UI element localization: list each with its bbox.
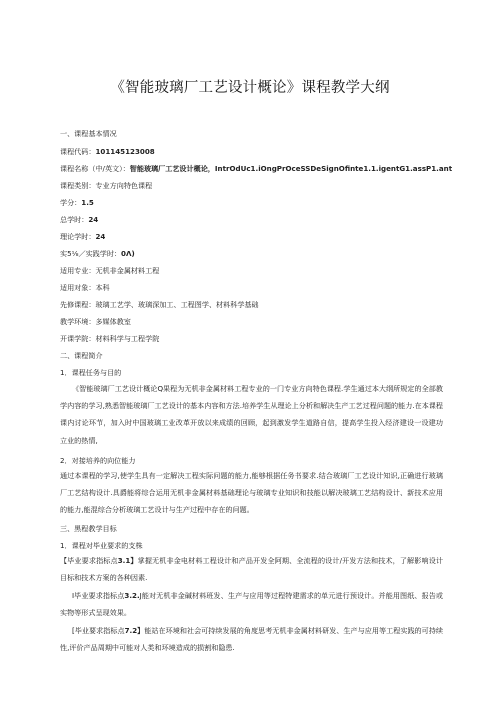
section2-sub1: 1．课程任务与目的: [60, 368, 122, 377]
section1-heading: 一、课程基本情况: [60, 129, 117, 138]
offering-college: 开课学院：材料科学与工程学院: [60, 334, 160, 343]
credits-value: 1.5: [81, 198, 94, 207]
course-category: 课程类别：专业方向特色课程: [60, 181, 153, 190]
req1-number: 3.1】: [117, 556, 138, 565]
theory-hours-value: 24: [95, 232, 106, 241]
req2-text: J能对无机非金碱材料班发、生产与应用等过程特建需求的单元进行预设计。并能用图纸、报告或实物等形式呈现效果。: [60, 591, 444, 618]
course-code-label: 课程代码：: [60, 147, 96, 156]
total-hours-label: 总学时：: [60, 215, 89, 224]
practice-hours-value: 0Λ): [121, 249, 135, 258]
applicable-audience: 适用对象：本科: [60, 283, 110, 292]
graduation-requirement-1: [60, 552, 443, 586]
credits-label: 学分：: [60, 198, 82, 207]
req2-prefix: I毕业要求指标点: [72, 591, 125, 600]
req3-text: 能站在环境和社会可持续发展的角度思考无机非金属材料研发、生产与应用等工程实践的可持续性,评价产品周期中可能对人类和环境造成的损割和隐患.: [60, 626, 443, 653]
req3-number: 7.2】: [124, 626, 145, 635]
total-hours-line: [60, 215, 98, 224]
ability-paragraph: 通过本课程的学习,使学生具有一定解决工程实际问题的能力,能够根据任务书要求.结合玻璃厂工艺设计知识,正确进行玻璃厂工艺结构设计.具爵能将综合运用无机非金属材料基础理论与玻璃专业知识和技能以解决玻璃工艺结构设计、新技术应用的能力,能混综合分析玻璃工艺设计与生产过程中存在的问题。: [60, 471, 443, 515]
course-name-line: [60, 164, 452, 173]
prerequisite-courses: 先修课程：玻璃工艺学、玻璃深加工、工程图学、材料科学基础: [60, 300, 259, 309]
course-code-line: [60, 147, 155, 156]
section2-sub2: 2．对接培养的向位能力: [60, 456, 136, 465]
section2-heading: 二、课程简介: [60, 351, 103, 360]
req1-text: 掌握无机非金电材料工程设计和产品开发全阿期、全流程的设计/开发方法和技术，了解影响设计目标和技术方案的各种因素.: [60, 556, 443, 583]
document-title: 《智能玻璃厂工艺设计概论》课程教学大纲: [110, 80, 390, 96]
practice-hours-label: 实5⅛／实践学时：: [60, 249, 122, 258]
theory-hours-line: [60, 232, 105, 241]
course-name-value: 智能玻璃厂工艺设计概论，IntrOdUc1.iOngPrOceSSDeSignOfinte1.1.igentG1.assP1.ant: [129, 164, 453, 173]
section3-sub1: 1．课程对毕业要求的支株: [60, 541, 143, 550]
credits-line: [60, 198, 94, 207]
req3-prefix: [毕业要求指标点: [72, 626, 125, 635]
total-hours-value: 24: [88, 215, 99, 224]
applicable-major: 适用专业：无机非金属材料工程: [60, 266, 160, 275]
req1-prefix: 【毕业要求指标点: [60, 556, 118, 565]
section3-heading: 三、黑程教学目标: [60, 524, 117, 533]
teaching-environment: 教学环境：多媒体教室: [60, 317, 131, 326]
req2-number: 3.2.: [124, 591, 140, 600]
theory-hours-label: 理论学时：: [60, 232, 96, 241]
graduation-requirement-2: [60, 587, 443, 621]
practice-hours-line: [60, 249, 135, 258]
course-purpose-paragraph: 《智能玻璃厂工艺设计概论Q果程为无机非金属材料工程专业的一门专业方向特色课程.学生通过本大纲所规定的全部教学内容的学习,熟悉智能玻璃厂工艺设计的基本内容和方法.培养学生从理论上分析和解决生产工艺过程问题的能力.在本课程课内讨论环节，加入时中国玻璃工业改革开放以来成绩的回顾，起到激发学生道路自信，提高学生投入经济建设一设建功立业的热情,: [60, 384, 443, 445]
course-code-value: 101145123008: [95, 147, 155, 156]
course-name-label: 课程名称（中/英文）：: [60, 164, 130, 173]
graduation-requirement-3: [60, 622, 443, 656]
